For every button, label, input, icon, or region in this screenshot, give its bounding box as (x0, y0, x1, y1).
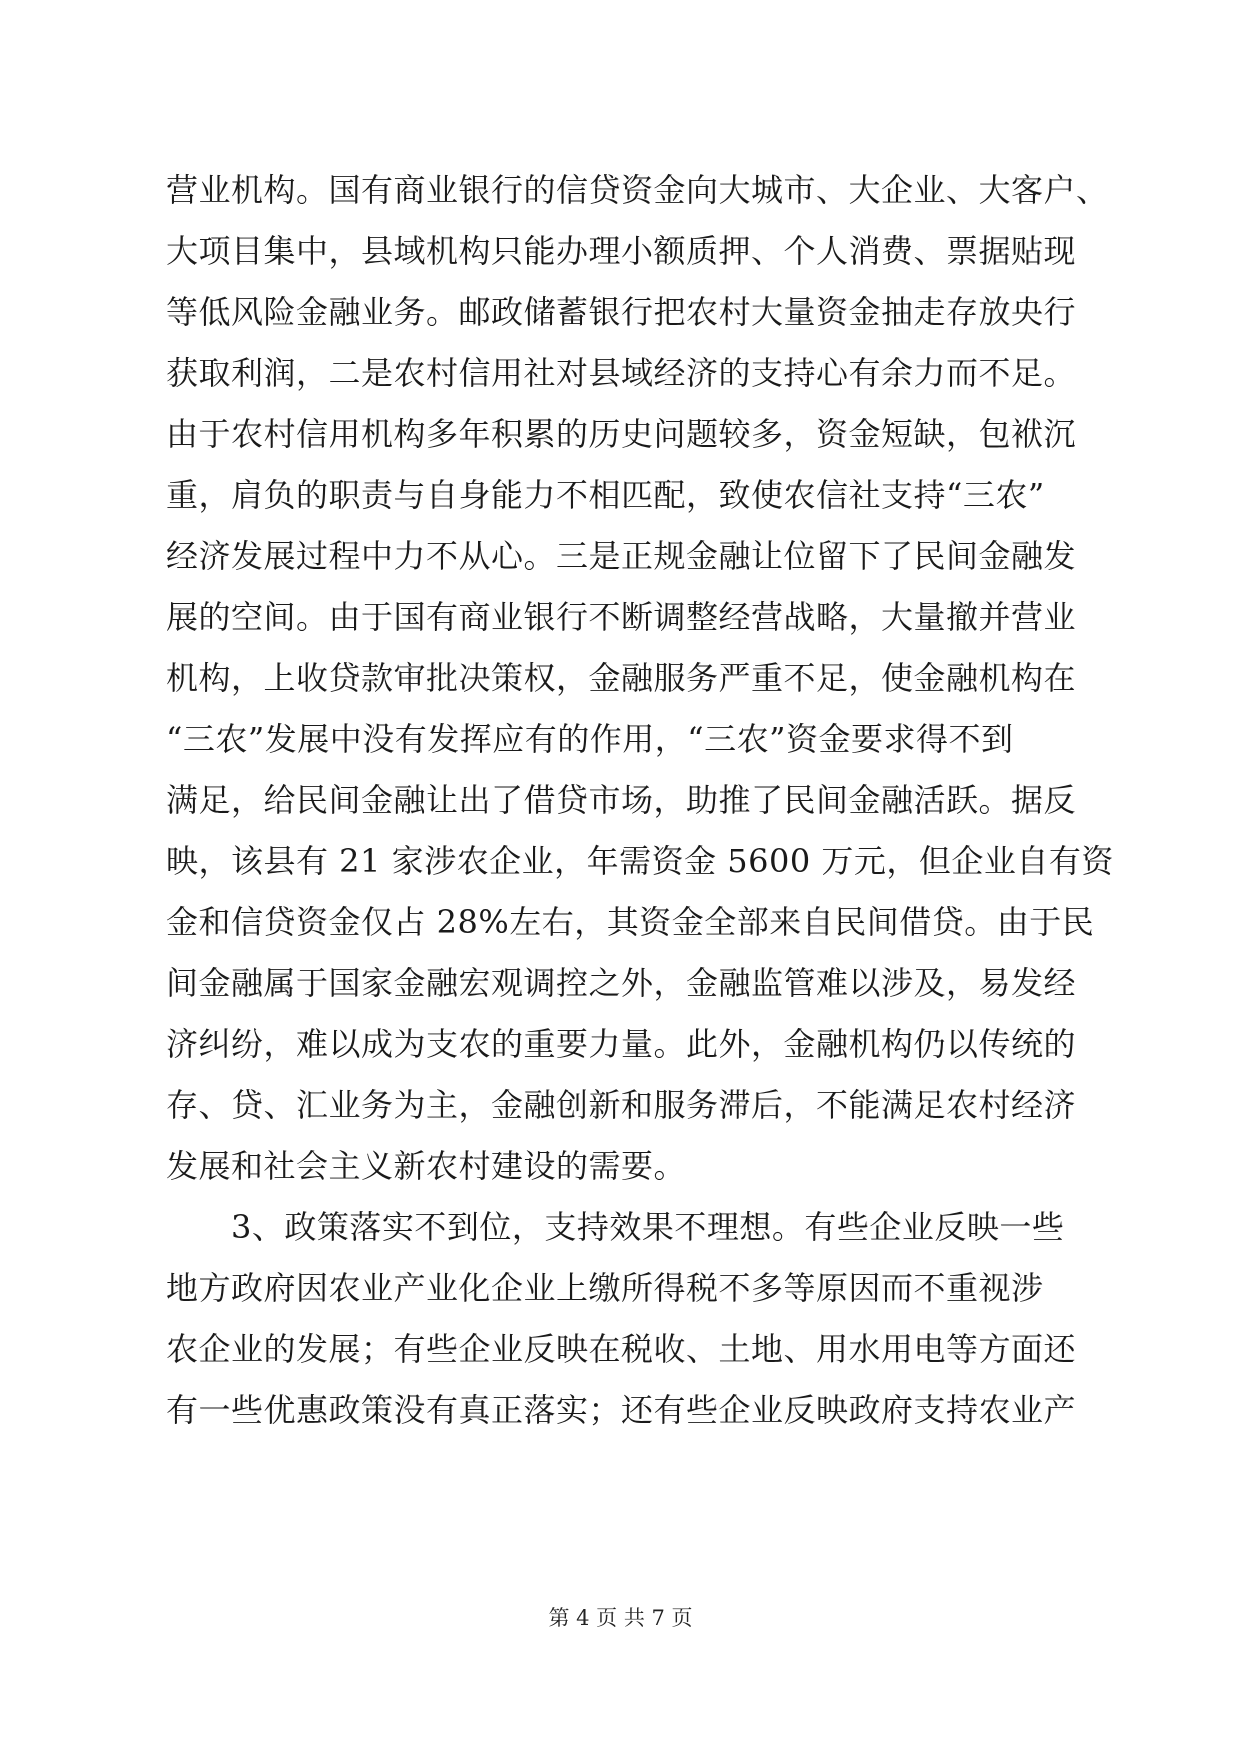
body-text-line: 发展和社会主义新农村建设的需要。 (166, 1147, 687, 1185)
body-text-line: 间金融属于国家金融宏观调控之外，金融监管难以涉及，易发经 (166, 964, 1077, 1002)
body-text-line: 营业机构。国有商业银行的信贷资金向大城市、大企业、大客户、 (166, 171, 1109, 209)
body-text-line: 地方政府因农业产业化企业上缴所得税不多等原因而不重视涉 (166, 1269, 1044, 1307)
body-text-line: 济纠纷，难以成为支农的重要力量。此外，金融机构仍以传统的 (166, 1025, 1077, 1063)
body-text-line: 农企业的发展；有些企业反映在税收、土地、用水用电等方面还 (166, 1330, 1077, 1368)
body-text-line: 金和信贷资金仅占 28%左右，其资金全部来自民间借贷。由于民 (166, 903, 1095, 941)
body-text-line: 存、贷、汇业务为主，金融创新和服务滞后，不能满足农村经济 (166, 1086, 1077, 1124)
body-text-line: 重，肩负的职责与自身能力不相匹配，致使农信社支持“三农” (166, 476, 1045, 514)
body-text-line: 由于农村信用机构多年积累的历史问题较多，资金短缺，包袱沉 (166, 415, 1077, 453)
body-text-line: 经济发展过程中力不从心。三是正规金融让位留下了民间金融发 (166, 537, 1077, 575)
body-text-line: 3、政策落实不到位，支持效果不理想。有些企业反映一些 (166, 1208, 1065, 1246)
body-text-line: 获取利润，二是农村信用社对县域经济的支持心有余力而不足。 (166, 354, 1077, 392)
page-number-footer: 第 4 页 共 7 页 (548, 1606, 693, 1630)
body-text-line: 等低风险金融业务。邮政储蓄银行把农村大量资金抽走存放央行 (166, 293, 1077, 331)
body-text-line: 大项目集中，县域机构只能办理小额质押、个人消费、票据贴现 (166, 232, 1077, 270)
body-text-line: 展的空间。由于国有商业银行不断调整经营战略，大量撤并营业 (166, 598, 1077, 636)
body-text-line: 映，该县有 21 家涉农企业，年需资金 5600 万元，但企业自有资 (166, 842, 1114, 880)
body-text-line: 满足，给民间金融让出了借贷市场，助推了民间金融活跃。据反 (166, 781, 1077, 819)
body-text-line: 机构，上收贷款审批决策权，金融服务严重不足，使金融机构在 (166, 659, 1077, 697)
body-text-line: “三农”发展中没有发挥应有的作用，“三农”资金要求得不到 (166, 720, 1014, 758)
body-text-line: 有一些优惠政策没有真正落实；还有些企业反映政府支持农业产 (166, 1391, 1077, 1429)
